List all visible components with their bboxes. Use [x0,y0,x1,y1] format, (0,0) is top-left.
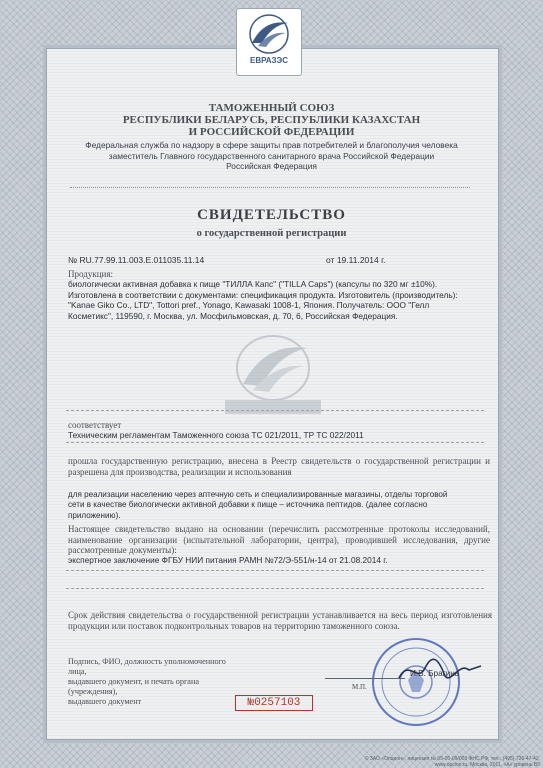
agency-line: заместитель Главного государственного санитарного врача Российской Федерации [108,150,435,161]
divider [66,588,484,589]
registration-date [326,255,386,265]
expert-conclusion: экспертное заключение ФГБУ НИИ питания РАМН №72/Э-551/н-14 от 21.08.2014 г. [68,555,388,565]
conforms-label: соответствует [68,420,122,430]
divider [66,410,484,411]
eurasec-watermark [203,328,343,418]
signer-name: И.В. Брагина [410,669,460,678]
product-description [68,279,490,321]
serial-number: №0257103 [235,695,313,711]
registration-number [68,255,204,265]
divider [66,442,484,443]
certificate-title: СВИДЕТЕЛЬСТВО [197,207,346,223]
customs-union-heading [60,102,483,138]
signer-line: выдавшего документ, и печать органа (учреждения), [68,677,199,696]
product-label: Продукция: [68,269,113,279]
product-line: Изготовлена в соответствии с документами: спецификация продукта. Изготовитель (производитель): [68,289,458,300]
product-line: биологически активная добавка к пище "ТИЛЛА Капс" ("TILLA Caps") (капсулы по 320 мг ±10%). [68,279,438,289]
date-prefix: от [326,255,335,265]
signer-caption [68,657,228,707]
certificate-subtitle: о государственной регистрации [196,228,347,239]
product-line: "Kanae Giko Co., LTD", Tottori pref., Yonago, Kawasaki 1008-1, Япония. Получатель: ООО "Гелл [68,300,430,311]
product-line: Косметикс", 119590, г. Москва, ул. Мосфильмовская, д. 70, 6, Российская Федерация. [68,310,398,321]
logo-text: ЕВРАЗЭС [249,56,288,65]
usage-line: сети в качестве биологически активной добавки к пище – источника пептидов. (далее согласно [68,500,428,510]
union-line: РЕСПУБЛИКИ БЕЛАРУСЬ, РЕСПУБЛИКИ КАЗАХСТАН [122,114,421,126]
usage-scope [68,490,490,521]
signer-line: выдавшего документ [68,697,142,706]
agency-line: Федеральная служба по надзору в сфере защиты прав потребителей и благополучия человека [85,140,458,150]
number-value: RU.77.99.11.003.E.011035.11.14 [79,255,205,265]
validity-period: Срок действия свидетельства о государственной регистрации устанавливается на весь период изготовления продукции или поставок подконтрольных товаров на территорию таможенного союза. [68,610,492,631]
issuing-agency [60,140,483,172]
usage-line: для реализации населению через аптечную сеть и специализированные магазины, отделы торговой [68,490,448,499]
stamp-mark: М.П. [352,683,367,691]
printer-footer: © ЗАО «Опцион», лицензия № 05-05-09/003 ФНС РФ, тел.: (495) 726-47-42, www.opcion.ru, Москва, 2011. «А» уровень В5 [364,756,540,768]
signature-line [325,678,405,679]
eurasec-logo [236,8,302,76]
signer-line: Подпись, ФИО, должность уполномоченного лица, [68,657,226,676]
divider [66,570,484,571]
number-prefix: № [68,255,78,265]
divider [70,187,470,188]
usage-line: приложению). [68,510,121,520]
eurasec-emblem-icon [244,13,294,55]
agency-line: Российская Федерация [226,161,317,171]
issuance-basis: Настоящее свидетельство выдано на основании (перечислить рассмотренные протоколы исследований, наименование организации (испытательной лаборатории, центра), проводившей исследования, другие рассмотренные документы): [68,524,490,555]
conforms-regulations: Техническим регламентам Таможенного союза ТС 021/2011, ТР ТС 022/2011 [68,430,364,440]
union-line: ТАМОЖЕННЫЙ СОЮЗ [208,102,335,114]
registration-statement: прошла государственную регистрацию, внесена в Реестр свидетельств о государственной регистрации и разрешена для производства, реализации и использования [68,456,490,477]
union-line: И РОССИЙСКОЙ ФЕДЕРАЦИИ [188,126,355,138]
date-value: 19.11.2014 г. [336,255,386,265]
